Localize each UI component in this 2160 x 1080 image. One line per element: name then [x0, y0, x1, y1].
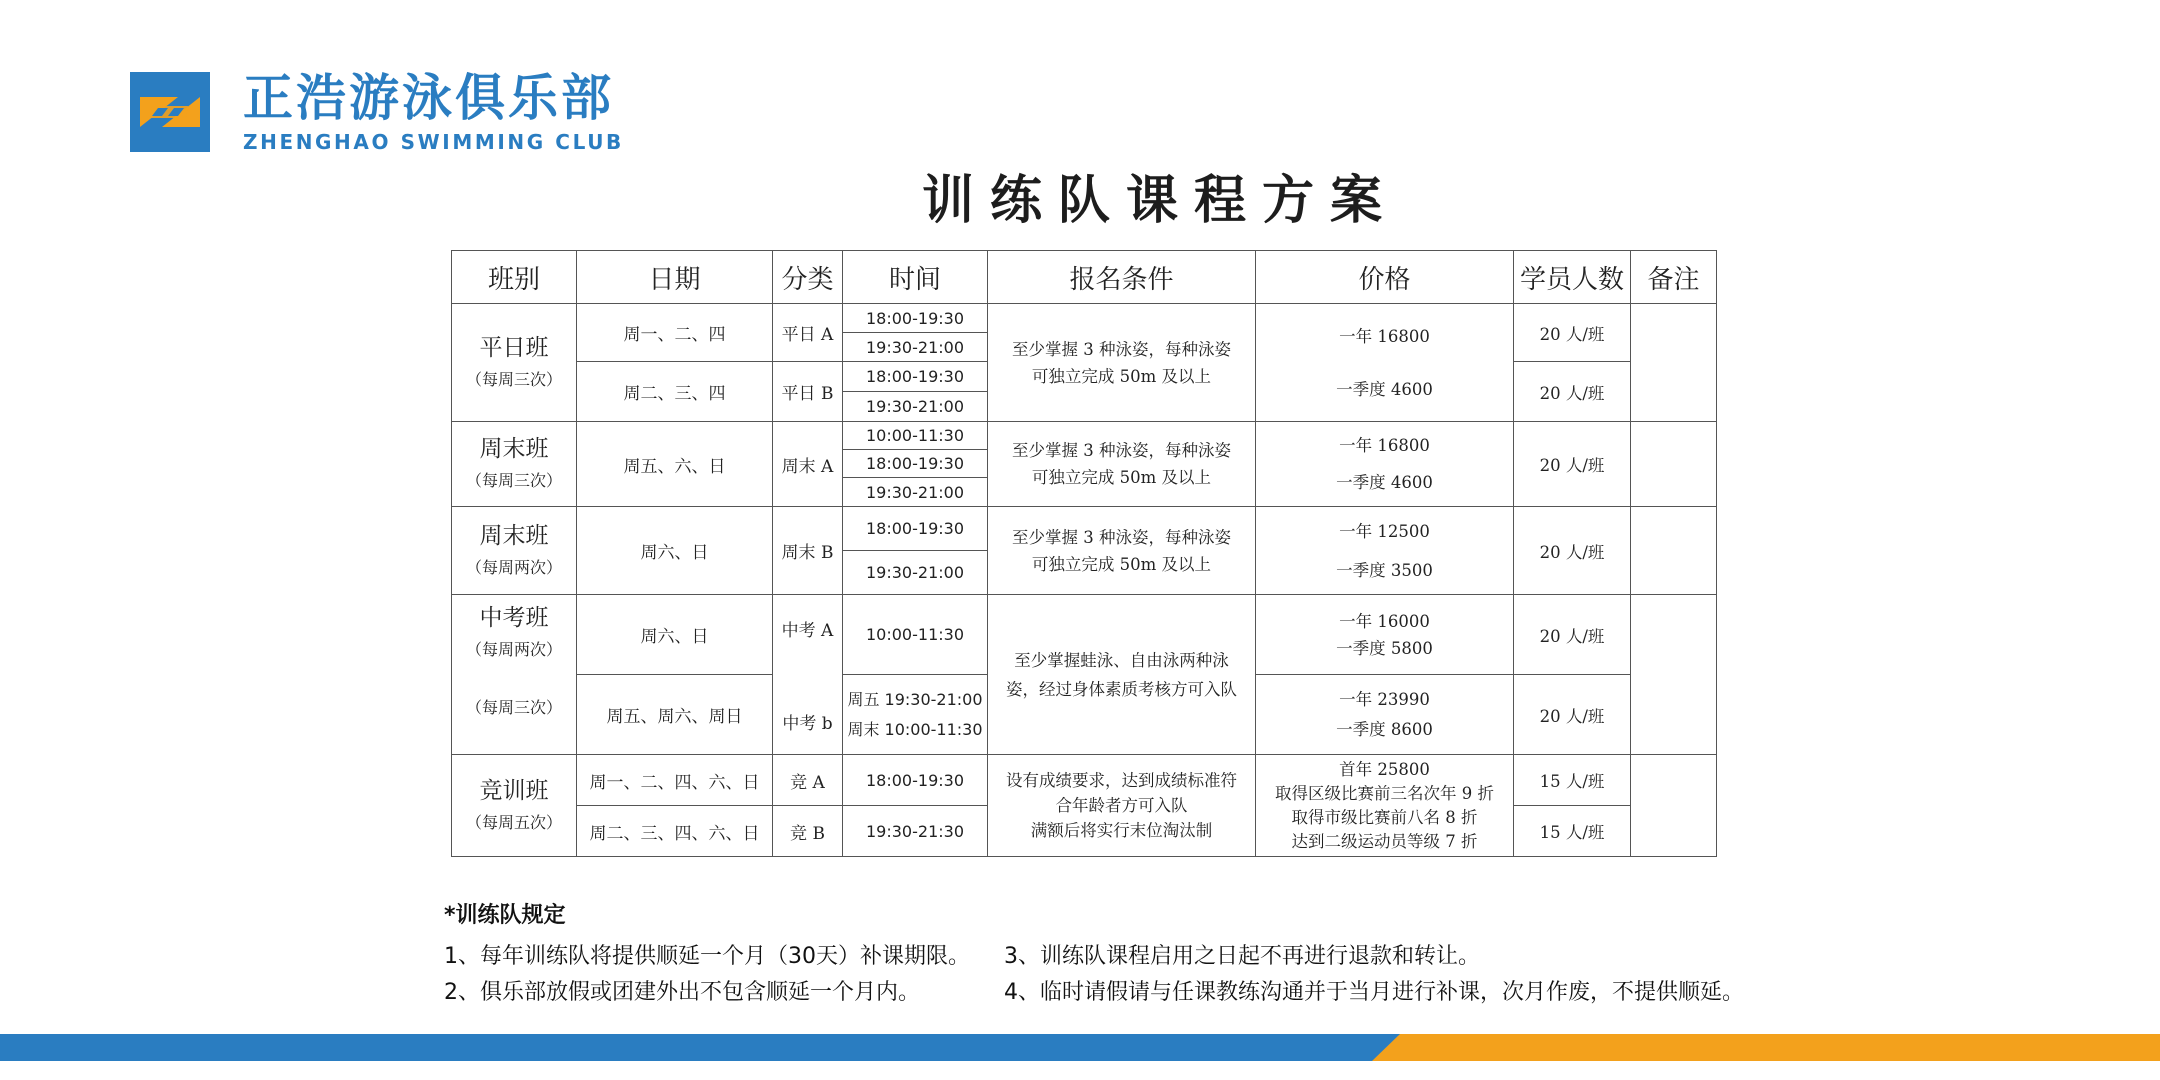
days-cell: 周一、二、四	[577, 304, 773, 362]
price-cell	[1256, 422, 1514, 507]
time-cell: 18:00-19:30	[843, 450, 988, 478]
days-cell: 周二、三、四、六、日	[577, 806, 773, 857]
category-cell: 竞 B	[773, 806, 843, 857]
student-count-cell: 20 人/班	[1514, 507, 1631, 595]
table-header-row	[452, 251, 1717, 304]
zh-logo-icon	[130, 72, 210, 152]
header-category: 分类	[773, 251, 843, 304]
days-cell: 周六、日	[577, 507, 773, 595]
student-count-cell: 20 人/班	[1514, 595, 1631, 675]
time-cell: 19:30-21:00	[843, 333, 988, 362]
student-count-cell: 20 人/班	[1514, 304, 1631, 362]
class-name-cell	[452, 507, 577, 595]
decorative-footer-band	[0, 1034, 2160, 1061]
class-name: 周末班	[479, 522, 549, 549]
time-cell: 18:00-19:30	[843, 507, 988, 551]
category-cell: 平日 B	[773, 362, 843, 422]
time-cell: 19:30-21:00	[843, 392, 988, 422]
class-name: 平日班	[479, 334, 549, 361]
time-cell: 19:30-21:00	[843, 551, 988, 595]
days-cell: 周二、三、四	[577, 362, 773, 422]
rule-item: 1、每年训练队将提供顺延一个月（30天）补课期限。	[444, 944, 970, 969]
price-year: 一年 23990	[1339, 689, 1430, 709]
class-frequency: （每周两次）	[465, 640, 562, 659]
days-cell: 周五、周六、周日	[577, 675, 773, 755]
price-year: 一年 16800	[1339, 436, 1430, 455]
notes-cell	[1631, 422, 1717, 507]
requirement-line: 满额后将实行末位淘汰制	[1030, 821, 1213, 840]
price-season: 一季度 4600	[1336, 473, 1433, 492]
category-cell: 平日 A	[773, 304, 843, 362]
price-year: 一年 16000	[1339, 611, 1430, 631]
rules-title: *训练队规定	[444, 903, 566, 928]
rule-item: 3、训练队课程启用之日起不再进行退款和转让。	[1004, 944, 1480, 969]
time-line: 周末 10:00-11:30	[847, 719, 983, 739]
class-name-cell	[452, 595, 577, 755]
header-notes: 备注	[1631, 251, 1717, 304]
table-row	[452, 595, 1717, 675]
time-cell: 19:30-21:00	[843, 478, 988, 507]
table-row	[452, 755, 1717, 806]
table-row	[452, 507, 1717, 551]
class-frequency: （每周两次）	[465, 557, 562, 577]
header-students: 学员人数	[1514, 251, 1631, 304]
student-count-cell: 20 人/班	[1514, 675, 1631, 755]
class-name: 竞训班	[479, 777, 549, 804]
class-name: 中考班	[479, 605, 549, 631]
class-frequency: （每周五次）	[465, 812, 562, 832]
student-count-cell: 15 人/班	[1514, 755, 1631, 806]
header-date: 日期	[577, 251, 773, 304]
notes-cell	[1631, 595, 1717, 755]
price-season: 一季度 3500	[1336, 560, 1433, 580]
notes-cell	[1631, 755, 1717, 857]
price-season: 一季度 4600	[1336, 379, 1433, 399]
class-frequency: （每周三次）	[465, 369, 562, 389]
brand-block	[243, 68, 624, 154]
class-name-cell	[452, 755, 577, 857]
category-cell: 周末 B	[773, 507, 843, 595]
class-name-cell	[452, 422, 577, 507]
rule-item: 4、临时请假请与任课教练沟通并于当月进行补课，次月作废，不提供顺延。	[1004, 980, 1744, 1005]
price-cell	[1256, 304, 1514, 422]
time-cell: 10:00-11:30	[843, 422, 988, 450]
days-cell: 周一、二、四、六、日	[577, 755, 773, 806]
category-cell	[773, 595, 843, 755]
notes-cell	[1631, 507, 1717, 595]
category-cell: 周末 A	[773, 422, 843, 507]
brand-name-en: ZHENGHAO SWIMMING CLUB	[243, 130, 624, 154]
table-row	[452, 304, 1717, 333]
requirement-cell: 至少掌握 3 种泳姿，每种泳姿可独立完成 50m 及以上	[988, 304, 1256, 422]
price-line: 首年 25800	[1339, 759, 1430, 779]
rule-item: 2、俱乐部放假或团建外出不包含顺延一个月内。	[444, 980, 920, 1005]
price-year: 一年 16800	[1339, 326, 1430, 346]
course-schedule-table	[451, 250, 1717, 857]
requirement-cell: 至少掌握 3 种泳姿，每种泳姿可独立完成 50m 及以上	[988, 422, 1256, 507]
category-b: 中考 b	[782, 713, 833, 734]
class-frequency: （每周三次）	[465, 698, 562, 717]
price-cell	[1256, 755, 1514, 857]
price-cell	[1256, 675, 1514, 755]
time-cell: 19:30-21:30	[843, 806, 988, 857]
class-frequency: （每周三次）	[465, 471, 562, 490]
requirement-cell: 至少掌握蛙泳、自由泳两种泳姿，经过身体素质考核方可入队	[988, 595, 1256, 755]
rules-row	[444, 939, 1744, 975]
header-price: 价格	[1256, 251, 1514, 304]
time-cell: 18:00-19:30	[843, 755, 988, 806]
price-line: 取得市级比赛前八名 8 折	[1291, 807, 1478, 827]
price-cell	[1256, 595, 1514, 675]
notes-cell	[1631, 304, 1717, 422]
document-title: 训练队课程方案	[921, 171, 1398, 231]
student-count-cell: 20 人/班	[1514, 362, 1631, 422]
time-cell: 18:00-19:30	[843, 362, 988, 392]
price-season: 一季度 8600	[1336, 719, 1433, 739]
table-row	[452, 422, 1717, 450]
time-line: 周五 19:30-21:00	[847, 689, 983, 709]
category-cell: 竞 A	[773, 755, 843, 806]
requirement-line: 设有成绩要求，达到成绩标准符	[1006, 771, 1237, 790]
requirement-line: 合年龄者方可入队	[1055, 796, 1188, 815]
price-line: 取得区级比赛前三名次年 9 折	[1275, 783, 1494, 803]
days-cell: 周五、六、日	[577, 422, 773, 507]
price-line: 达到二级运动员等级 7 折	[1291, 831, 1478, 851]
price-season: 一季度 5800	[1336, 638, 1433, 658]
training-rules	[444, 898, 1744, 1011]
brand-name-cn: 正浩游泳俱乐部	[243, 69, 614, 127]
price-cell	[1256, 507, 1514, 595]
student-count-cell: 20 人/班	[1514, 422, 1631, 507]
header-time: 时间	[843, 251, 988, 304]
requirement-cell: 至少掌握 3 种泳姿，每种泳姿可独立完成 50m 及以上	[988, 507, 1256, 595]
category-a: 中考 A	[781, 620, 834, 641]
days-cell: 周六、日	[577, 595, 773, 675]
requirement-cell	[988, 755, 1256, 857]
rules-row	[444, 975, 1744, 1011]
student-count-cell: 15 人/班	[1514, 806, 1631, 857]
header-class: 班别	[452, 251, 577, 304]
header-requirements: 报名条件	[988, 251, 1256, 304]
time-cell: 18:00-19:30	[843, 304, 988, 333]
time-cell: 10:00-11:30	[843, 595, 988, 675]
price-year: 一年 12500	[1339, 521, 1430, 541]
class-name: 周末班	[479, 436, 549, 462]
class-name-cell	[452, 304, 577, 422]
time-cell	[843, 675, 988, 755]
